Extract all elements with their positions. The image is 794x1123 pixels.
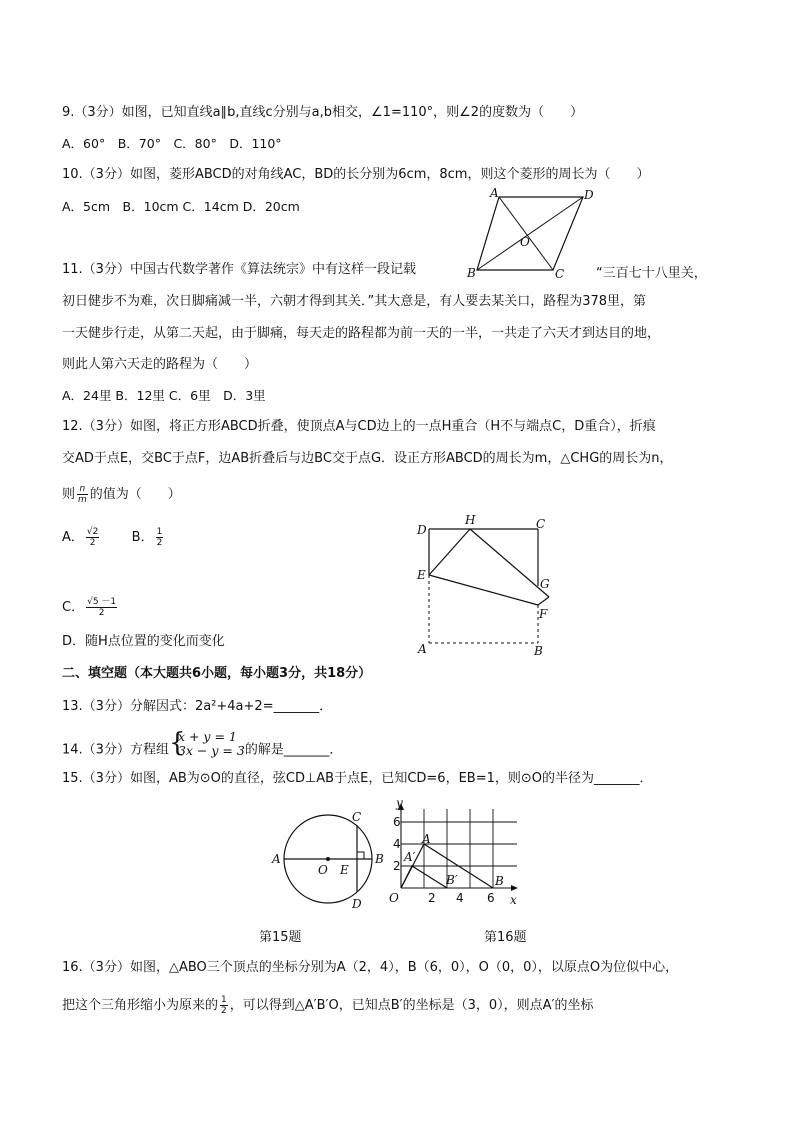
point-label-a: A bbox=[422, 832, 431, 846]
y-tick-4: 4 bbox=[393, 837, 401, 851]
square-label-g: G bbox=[540, 577, 550, 591]
origin-label: O bbox=[389, 891, 399, 905]
point-label-a-prime: A′ bbox=[404, 850, 416, 864]
axis-label-y: y bbox=[396, 797, 403, 810]
rhombus-figure bbox=[466, 186, 601, 278]
q12-option-a-den: 2 bbox=[89, 538, 96, 548]
q12-option-c-den: 2 bbox=[98, 608, 105, 618]
q12-option-d: D．随H点位置的变化而变化 bbox=[62, 634, 225, 649]
q12-options-ab bbox=[62, 527, 165, 548]
y-tick-6: 6 bbox=[393, 815, 401, 829]
q11-line4: 则此人第六天走的路程为（ ） bbox=[62, 357, 258, 372]
q13-text: 13.（3分）分解因式：2a²+4a+2=_______． bbox=[62, 699, 333, 714]
x-axis-arrow bbox=[511, 885, 518, 891]
q9-stem: 9.（3分）如图，已知直线a∥b,直线c分别与a,b相交，∠1=110°，则∠2的度数为（ ） bbox=[62, 105, 584, 120]
folded-square-figure bbox=[412, 510, 562, 658]
q12-option-c-label: C． bbox=[62, 600, 85, 615]
segment-eh bbox=[429, 529, 470, 575]
q14-eq2: 3x − y = 3 bbox=[177, 743, 245, 758]
q12-frac-den: m bbox=[78, 495, 87, 505]
q9-options: A．60° B．70° C．80° D．110° bbox=[62, 136, 282, 151]
q16-line1: 16.（3分）如图，△ABO三个顶点的坐标分别为A（2，4），B（6，0），O（0，0），以原点O为位似中心， bbox=[62, 960, 679, 975]
q10-options: A．5cm B．10cm C．14cm D．20cm bbox=[62, 199, 300, 214]
diagonal-ac bbox=[499, 197, 553, 270]
square-label-f: F bbox=[539, 607, 548, 621]
fig16-caption: 第16题 bbox=[484, 930, 527, 945]
q14-suffix: 的解是_______． bbox=[244, 742, 343, 758]
q12-line1: 12.（3分）如图，将正方形ABCD折叠，使顶点A与CD边上的一点H重合（H不与端点C，D重合），折痕 bbox=[62, 419, 656, 434]
diagonal-bd bbox=[477, 197, 583, 270]
square-label-a: A bbox=[418, 642, 427, 656]
square-label-c: C bbox=[536, 517, 546, 531]
rhombus-label-o: O bbox=[520, 235, 530, 249]
circle-figure bbox=[268, 800, 388, 915]
q12-line2: 交AD于点E，交BC于点F，边AB折叠后与边BC交于点G．设正方形ABCD的周长为m，△CHG的周长为n， bbox=[62, 451, 673, 466]
center-point bbox=[326, 857, 330, 861]
circle-label-e: E bbox=[340, 863, 349, 877]
q11-line3: 一天健步行走，从第二天起，由于脚痛，每天走的路程都为前一天的一半，一共走了六天才到达目的地， bbox=[62, 326, 661, 341]
section2-heading: 二、填空题（本大题共6小题，每小题3分，共18分） bbox=[62, 666, 372, 681]
circle-label-o: O bbox=[318, 863, 328, 877]
q12-option-b-num: 1 bbox=[156, 527, 163, 537]
q12-line3 bbox=[62, 484, 181, 505]
square-label-h: H bbox=[465, 513, 476, 527]
crease-ef bbox=[429, 575, 538, 605]
point-label-b-prime: B′ bbox=[446, 873, 458, 887]
q12-option-c bbox=[62, 597, 119, 618]
q12-line3-prefix: 则 bbox=[62, 487, 76, 502]
rhombus-label-d: D bbox=[584, 188, 594, 202]
q11-options: A．24里 B．12里 C．6里 D．3里 bbox=[62, 388, 266, 403]
circle-label-d: D bbox=[352, 897, 362, 911]
x-tick-6: 6 bbox=[487, 891, 495, 905]
segment-h-fold bbox=[470, 529, 549, 597]
circle-label-b: B bbox=[375, 852, 384, 866]
q16-line2 bbox=[62, 995, 593, 1016]
q12-option-a-num: √2 bbox=[86, 527, 99, 537]
fig15-caption: 第15题 bbox=[259, 930, 302, 945]
axis-label-x: x bbox=[510, 893, 517, 907]
q11-line1a: 11.（3分）中国古代数学著作《算法统宗》中有这样一段记载 bbox=[62, 262, 416, 277]
q16-line2-suffix: ，可以得到△A′B′O，已知点B′的坐标是（3，0），则点A′的坐标 bbox=[229, 998, 594, 1013]
q16-frac-den: 2 bbox=[221, 1006, 227, 1016]
q10-stem: 10.（3分）如图，菱形ABCD的对角线AC，BD的长分别为6cm，8cm，则这个菱形的周长为（ ） bbox=[62, 167, 650, 182]
square-label-b: B bbox=[534, 644, 543, 658]
x-tick-4: 4 bbox=[456, 891, 464, 905]
q15-text: 15.（3分）如图，AB为⊙O的直径，弦CD⊥AB于点E，已知CD=6，EB=1，则⊙O的半径为_______． bbox=[62, 771, 653, 786]
q14-line: 14.（3分）方程组 { x + y = 1 3x − y = 3 的解是_______． bbox=[62, 728, 343, 758]
rhombus-label-b: B bbox=[467, 266, 476, 278]
circle-label-c: C bbox=[352, 810, 362, 824]
q12-frac-num: n bbox=[77, 484, 88, 495]
q12-option-c-num: √5 －1 bbox=[87, 597, 117, 607]
y-tick-2: 2 bbox=[393, 859, 401, 873]
rhombus-label-c: C bbox=[555, 267, 565, 278]
rhombus-label-a: A bbox=[490, 186, 499, 200]
square-label-e: E bbox=[417, 568, 426, 582]
q14-eq1: x + y = 1 bbox=[177, 729, 237, 744]
coordinate-figure bbox=[384, 797, 524, 909]
q12-option-b-den: 2 bbox=[156, 538, 163, 548]
point-label-b: B bbox=[495, 874, 504, 888]
q16-frac-num: 1 bbox=[221, 995, 227, 1005]
q14-prefix: 14.（3分）方程组 bbox=[62, 742, 169, 758]
q11-line1b: “三百七十八里关， bbox=[596, 266, 707, 281]
q12-option-a-label: A． bbox=[62, 530, 84, 545]
circle-label-a: A bbox=[272, 852, 281, 866]
right-angle-mark bbox=[357, 852, 364, 859]
q12-line3-suffix: 的值为（ ） bbox=[89, 487, 181, 502]
q16-line2-prefix: 把这个三角形缩小为原来的 bbox=[62, 998, 219, 1013]
q11-line2: 初日健步不为难，次日脚痛减一半，六朝才得到其关．”其大意是，有人要去某关口，路程为378里，第 bbox=[62, 294, 647, 309]
square-label-d: D bbox=[417, 523, 427, 537]
x-tick-2: 2 bbox=[428, 891, 436, 905]
q12-option-b-label: B． bbox=[131, 530, 154, 545]
